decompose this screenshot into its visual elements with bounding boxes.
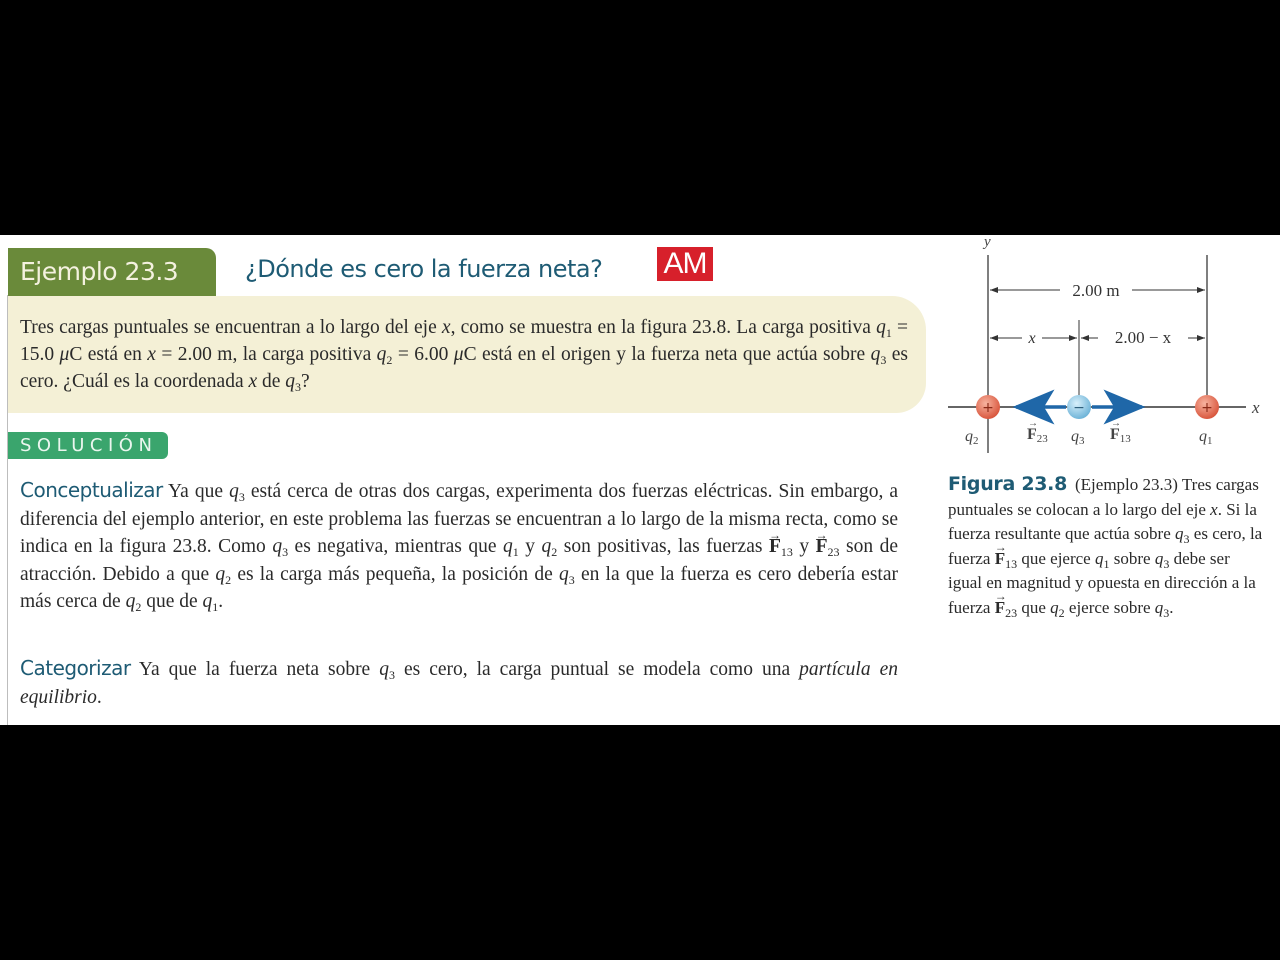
- y-axis-label: y: [984, 235, 991, 250]
- svg-text:→: →: [1028, 418, 1038, 429]
- example-tab: [8, 248, 216, 296]
- textbook-page: [0, 235, 1280, 725]
- f13-label: F13: [1110, 426, 1131, 445]
- categorizar-paragraph: Categorizar Ya que la fuerza neta sobre $q_3$ es cero, la carga puntual se modela como una partícula en equilibrio.: [20, 656, 898, 708]
- conceptualizar-paragraph: Conceptualizar Ya que $q_3$ está cerca de otras dos cargas, experimenta dos fuerzas eléctricas. Sin embargo, a diferencia del ejemplo anterior, en este problema las fuerzas se encuentran a lo largo de la misma recta, como se indica en la figura 23.8. Como $q_3$ es negativa, mientras que $q_1$ y $q_2$ son positivas, las fuerzas → $F_{13}$ $y \to F_{23}$ son de atracción. Debido a que $q_2$ es la carga más pequeña, la posición de $q_3$ en la que la fuerza es cero debería estar más cerca de $q_2$ que de $q_1$.: [20, 477, 898, 616]
- q3-label: q3: [1071, 428, 1085, 447]
- svg-text:→: →: [1111, 418, 1121, 429]
- am-badge: AM: [657, 247, 713, 281]
- dimension-x-label: x: [1028, 330, 1036, 347]
- categorizar-heading: Categorizar: [20, 656, 131, 680]
- figure-23-8-diagram: [940, 235, 1280, 465]
- dimension-total-label: 2.00 m: [1072, 281, 1120, 300]
- q2-label: q2: [965, 428, 979, 447]
- conceptualizar-heading: Conceptualizar: [20, 478, 163, 502]
- q1-label: q1: [1199, 428, 1213, 447]
- dimension-remainder-label: 2.00 − x: [1114, 328, 1172, 347]
- problem-statement-box: [8, 296, 926, 413]
- f23-label: F23: [1027, 426, 1048, 445]
- svg-text:+: +: [1201, 400, 1213, 416]
- problem-text: Tres cargas puntuales se encuentran a lo largo del eje x, como se muestra en la figura 23.8. La carga positiva $q_1 = 15.0$ μC está en x = 2.00 m, la carga positiva $q_2 = 6.00$ μC está en el origen y la fuerza neta que actúa sobre $q_3$ es cero. ¿Cuál es la coordenada x de $q_3$?: [20, 317, 909, 394]
- solution-label: SOLUCIÓN: [20, 435, 158, 456]
- figure-caption-label: Figura 23.8: [948, 473, 1068, 495]
- example-title: ¿Dónde es cero la fuerza neta?: [245, 255, 603, 283]
- solution-banner: [8, 432, 168, 459]
- svg-text:−: −: [1073, 400, 1085, 416]
- example-label: Ejemplo 23.3: [20, 257, 179, 286]
- model-term: partícula en equilibrio: [20, 659, 898, 708]
- svg-text:+: +: [982, 400, 994, 416]
- figure-caption: Figura 23.8 (Ejemplo 23.3) Tres cargas puntuales se colocan a lo largo del eje x. Si la fuerza resultante que actúa sobre $q_3$ es cero, la fuerza → $F_{13}$ que ejerce $q_1$ sobre $q_3$ debe ser igual en magnitud y opuesta en dirección a la fuerza → $F_{23}$ que $q_2$ ejerce sobre $q_3$.: [948, 472, 1264, 620]
- x-axis-label: x: [1252, 398, 1260, 417]
